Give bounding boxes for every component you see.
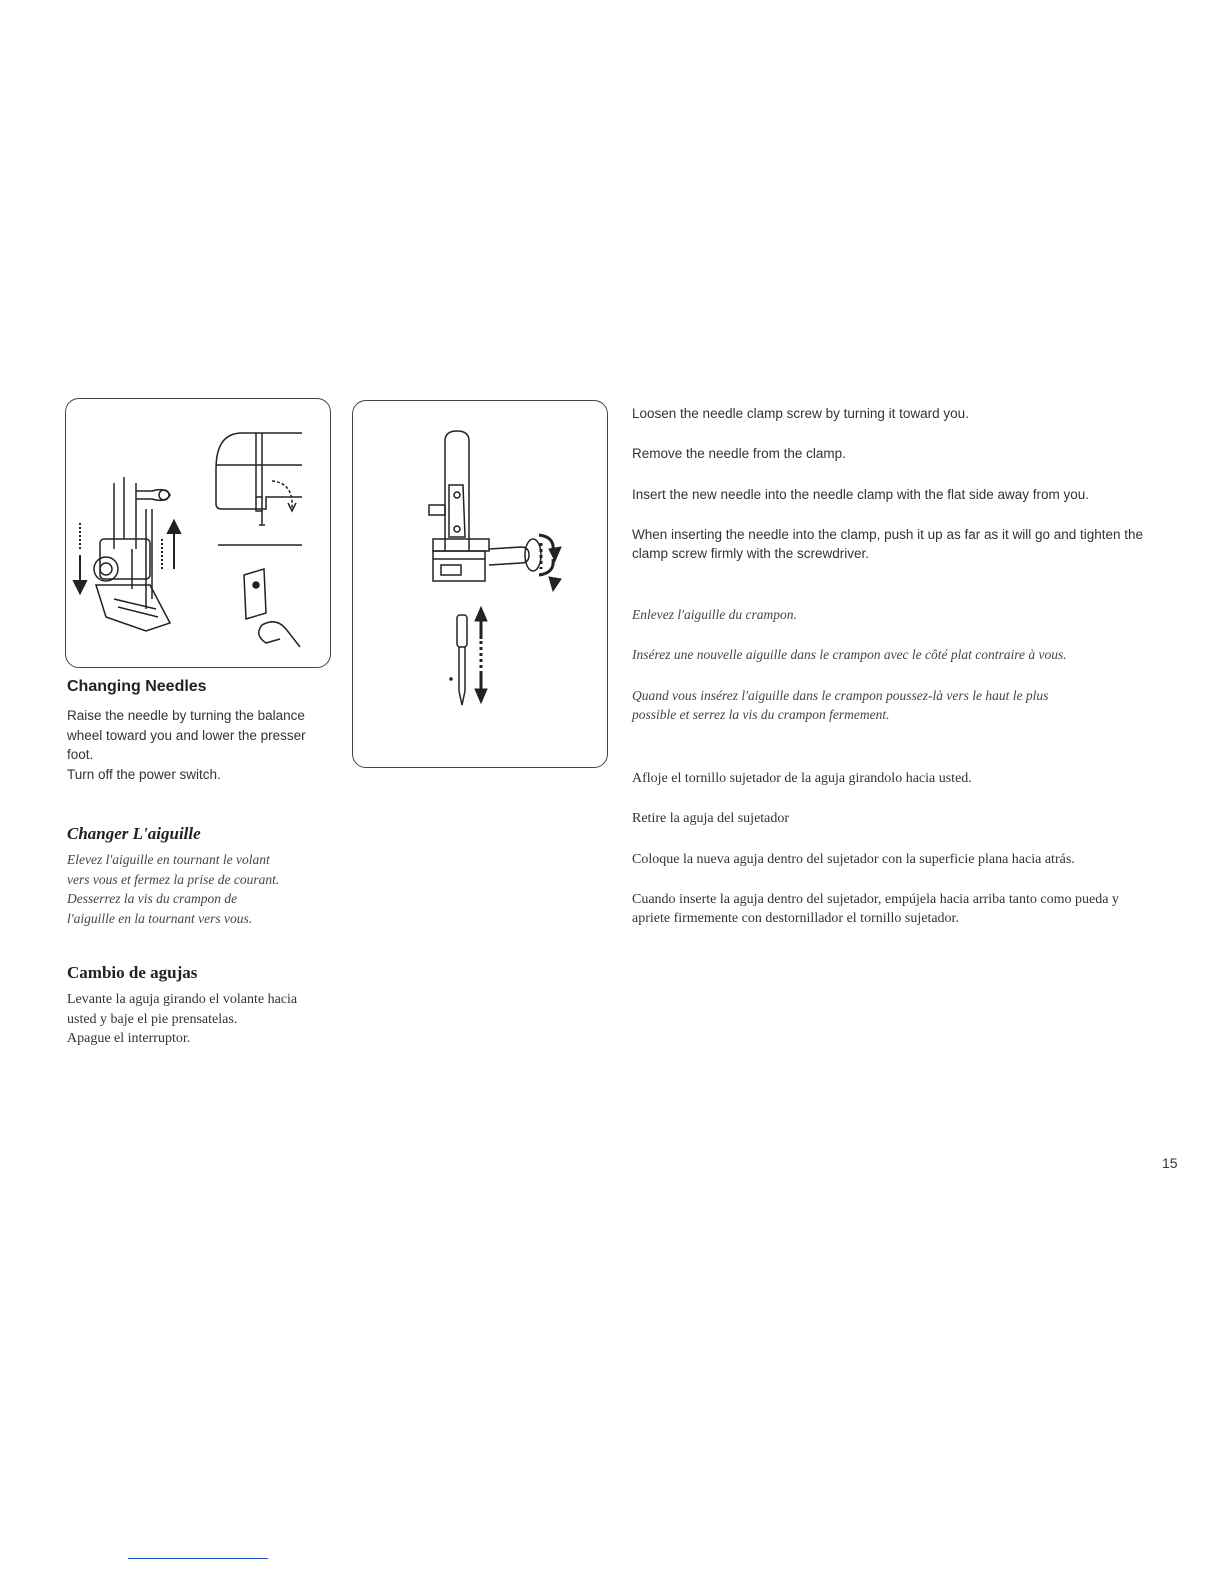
text-line: l'aiguille en la tournant vers vous.: [67, 910, 253, 926]
instruction-paragraph: clamp screw firmly with the screwdriver.: [632, 546, 870, 561]
sewing-machine-diagram-icon: [66, 399, 330, 667]
instruction-paragraph: Cuando inserte la aguja dentro del sujetador, empújela hacia arriba tanto como pueda y: [632, 892, 1119, 907]
text-line: wheel toward you and lower the presser: [67, 727, 306, 743]
text-line: usted y baje el pie prensatelas.: [67, 1011, 238, 1027]
changer-aiguille-text: [67, 850, 325, 928]
instruction-paragraph: Coloque la nueva aguja dentro del sujetador con la superficie plana hacia atrás.: [632, 852, 1075, 867]
instruction-paragraph: Retire la aguja del sujetador: [632, 811, 790, 826]
text-line: Levante la aguja girando el volante hacia: [67, 992, 298, 1007]
instruction-paragraph: Loosen the needle clamp screw by turning it toward you.: [632, 406, 969, 421]
cambio-agujas-heading: Cambio de agujas: [67, 963, 198, 982]
changer-aiguille-heading: Changer L'aiguille: [67, 824, 201, 843]
page-number: 15: [1162, 1155, 1178, 1171]
instruction-paragraph: Insert the new needle into the needle clamp with the flat side away from you.: [632, 487, 1090, 502]
instruction-paragraph: When inserting the needle into the clamp, push it up as far as it will go and tighten the: [632, 527, 1144, 542]
changing-needles-text: [67, 706, 337, 784]
instruction-paragraph: Quand vous insérez l'aiguille dans le crampon poussez-là vers le haut le plus: [632, 688, 1049, 703]
changing-needles-heading: Changing Needles: [67, 678, 207, 695]
text-line: Elevez l'aiguille en tournant le volant: [67, 852, 270, 867]
text-line: Raise the needle by turning the balance: [67, 708, 305, 723]
instruction-paragraph: apriete firmemente con destornillador el tornillo sujetador.: [632, 911, 959, 926]
instruction-paragraph: Insérez une nouvelle aiguille dans le crampon avec le côté plat contraire à vous.: [632, 647, 1067, 662]
instruction-paragraph: possible et serrez la vis du crampon fermement.: [632, 707, 890, 722]
text-line: vers vous et fermez la prise de courant.: [67, 871, 280, 887]
needle-clamp-diagram-icon: [353, 401, 607, 767]
text-line: Apague el interruptor.: [67, 1031, 191, 1046]
cambio-agujas-text: [67, 990, 337, 1049]
left-figure: [65, 398, 331, 668]
footer-rule: [128, 1558, 268, 1559]
instruction-paragraph: Afloje el tornillo sujetador de la aguja girandolo hacia usted.: [632, 771, 972, 786]
text-line: foot.: [67, 747, 94, 762]
text-line: Desserrez la vis du crampon de: [67, 891, 238, 906]
instruction-paragraph: Enlevez l'aiguille du crampon.: [632, 607, 797, 622]
text-line: Turn off the power switch.: [67, 766, 221, 782]
instruction-paragraph: Remove the needle from the clamp.: [632, 446, 846, 461]
middle-figure: [352, 400, 608, 768]
